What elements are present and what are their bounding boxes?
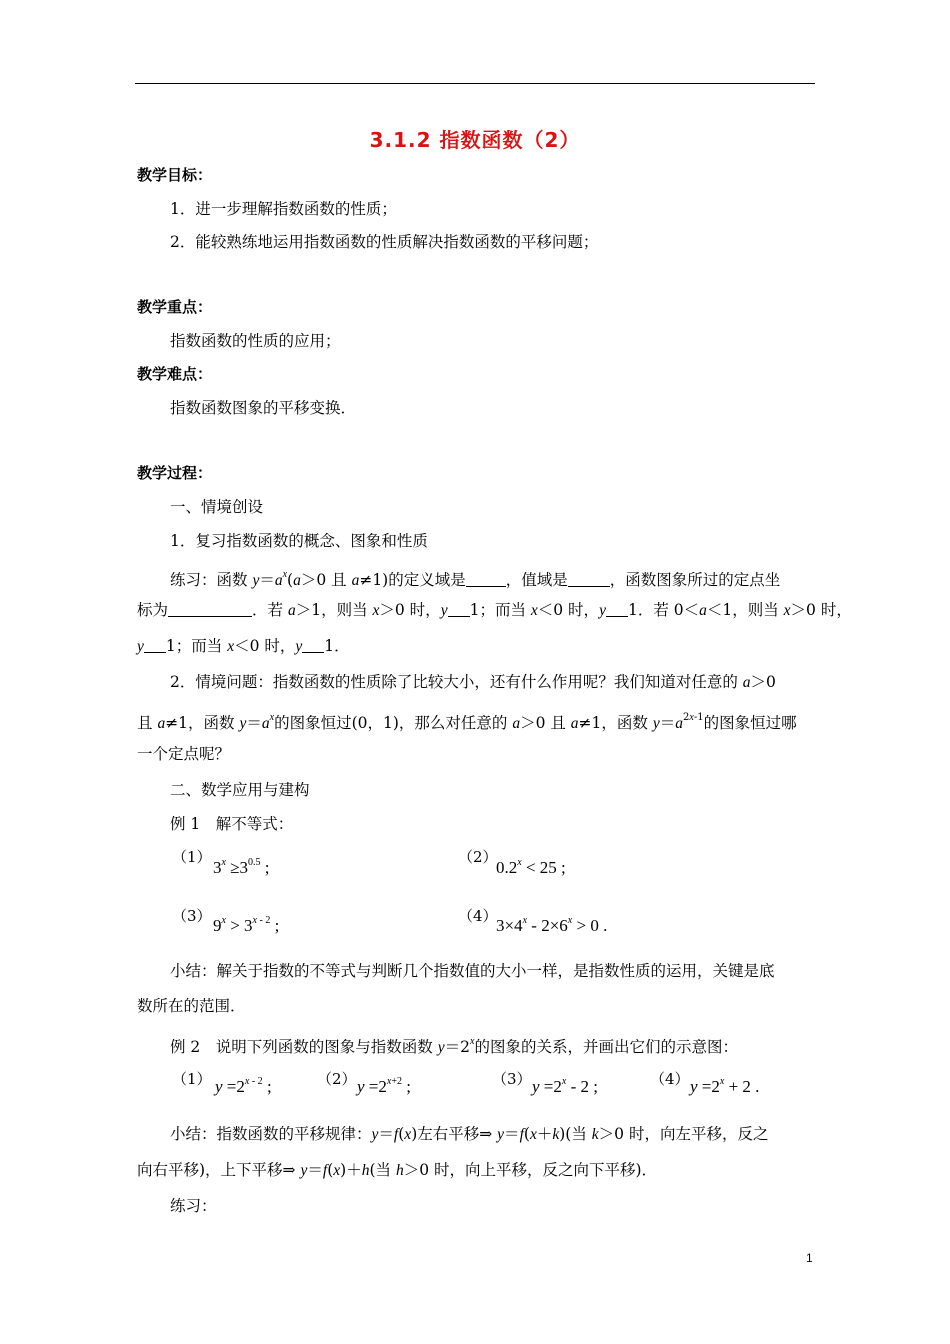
example-1-heading: 例 1 解不等式：: [170, 815, 294, 833]
ex2-label-3: （3）: [492, 1070, 532, 1088]
header-rule: [135, 83, 815, 84]
section-2-heading: 二、数学应用与建构: [170, 781, 310, 799]
goal-item-1: 1．进一步理解指数函数的性质；: [170, 200, 397, 218]
key-heading: 教学重点：: [137, 298, 213, 316]
difficulty-text: 指数函数图象的平移变换．: [170, 399, 357, 417]
ex1-label-4: （4）: [458, 907, 498, 925]
ex1-formula-2: $0.2^x < 25$ ;: [496, 857, 566, 877]
section-1-heading: 一、情境创设: [170, 498, 264, 516]
page-number: 1: [806, 1251, 813, 1265]
page-title: 3.1.2 指数函数（2）: [369, 128, 581, 152]
ex2-formula-2: $y =2^{x+2}$ ;: [357, 1076, 411, 1096]
ex1-formula-3: $9^x > 3^{x - 2}$ ;: [213, 915, 280, 935]
goal-item-2: 2．能较熟练地运用指数函数的性质解决指数函数的平移问题；: [170, 233, 599, 251]
practice-line-2: 标为 ．若 a＞1，则当 x＞0 时，y 1；而当 x＜0 时，y 1．若 0＜a＜1，则当 x＞0 时，: [137, 601, 852, 619]
ex1-formula-1: $3^x \ge 3^{0.5}$ ;: [213, 857, 270, 877]
ex2-label-1: （1）: [172, 1070, 212, 1088]
goals-heading: 教学目标：: [137, 166, 213, 184]
practice-heading: 练习：: [170, 1197, 217, 1215]
ex1-label-3: （3）: [172, 907, 212, 925]
example-2-heading: 例 2 说明下列函数的图象与指数函数 $y=2^x$的图象的关系，并画出它们的示意图：: [170, 1036, 738, 1056]
ex2-label-4: （4）: [650, 1070, 690, 1088]
summary-1-line-2: 数所在的范围．: [137, 997, 246, 1015]
difficulty-heading: 教学难点：: [137, 365, 213, 383]
practice-line-1: 练习：函数 $y=a^x(a>0$ 且 a≠1)的定义域是 ，值域是 ，函数图象所过的定点坐: [170, 569, 781, 589]
ex2-formula-1: $y =2^{x - 2}$ ;: [215, 1076, 272, 1096]
summary-2-line-2: 向右平移)，上下平移⇒ y＝f(x)＋h(当 h＞0 时，向上平移，反之向下平移)．: [137, 1161, 658, 1179]
ex2-formula-3: $y =2^x - 2$ ;: [532, 1076, 598, 1096]
key-text: 指数函数的性质的应用；: [170, 332, 341, 350]
situation-line-1: 2．情境问题：指数函数的性质除了比较大小，还有什么作用呢？我们知道对任意的 a＞0: [170, 673, 776, 691]
process-heading: 教学过程：: [137, 464, 213, 482]
ex1-formula-4: $3\times 4^x - 2\times 6^x > 0$ .: [496, 915, 608, 935]
ex1-label-1: （1）: [172, 848, 212, 866]
situation-line-3: 一个定点呢？: [137, 745, 231, 763]
ex1-label-2: （2）: [458, 848, 498, 866]
ex2-formula-4: $y =2^x + 2$ .: [690, 1076, 760, 1096]
ex2-label-2: （2）: [317, 1070, 357, 1088]
situation-line-2: 且 a≠1，函数 $y=a^x$的图象恒过(0，1)，那么对任意的 a＞0 且 a≠1，函数 $y=a^{2x-1}$的图象恒过哪: [137, 712, 797, 732]
review-line: 1．复习指数函数的概念、图象和性质: [170, 532, 428, 550]
summary-1-line-1: 小结：解关于指数的不等式与判断几个指数值的大小一样，是指数性质的运用，关键是底: [170, 962, 775, 980]
summary-2-line-1: 小结：指数函数的平移规律：y＝f(x)左右平移⇒ y＝f(x＋k)(当 k＞0 时，向左平移，反之: [170, 1125, 769, 1143]
practice-line-3: y 1；而当 x＜0 时，y 1．: [137, 637, 350, 655]
